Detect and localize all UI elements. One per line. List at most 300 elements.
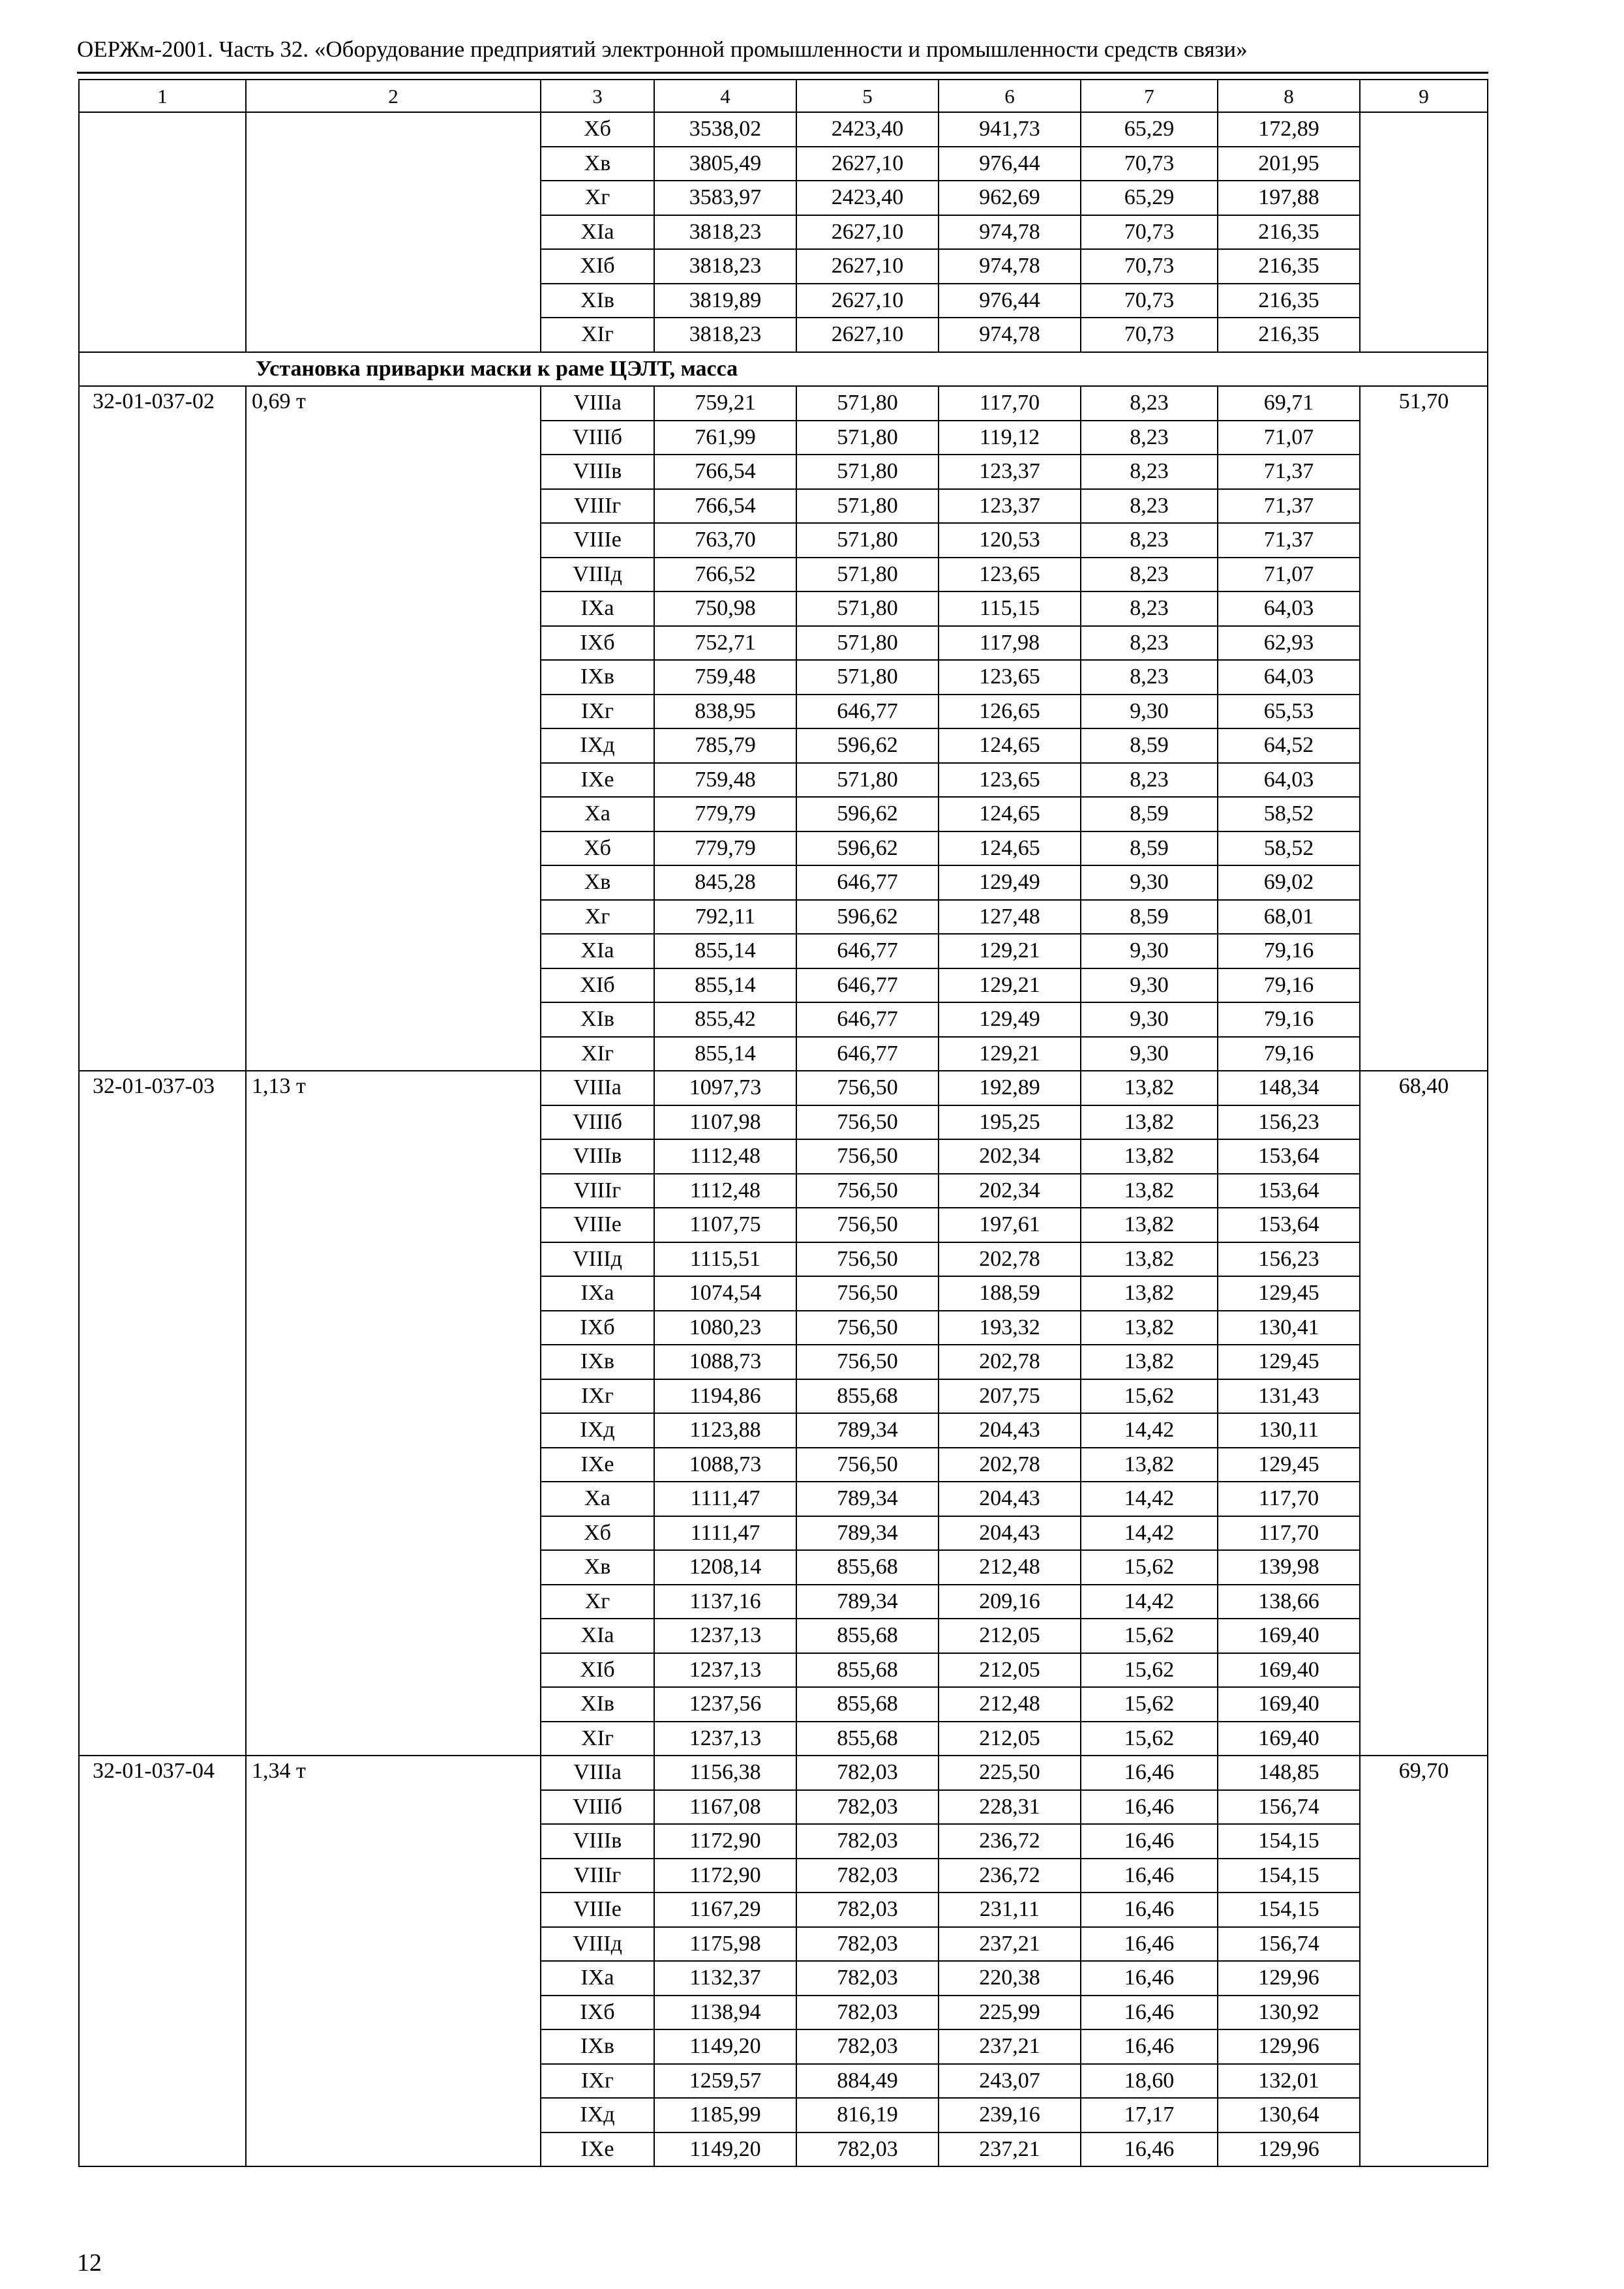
category-cell: XIв (541, 1002, 654, 1037)
category-cell: IXв (541, 2029, 654, 2064)
category-cell: VIIIг (541, 489, 654, 524)
value-cell: 153,64 (1218, 1139, 1360, 1174)
value-cell: 216,35 (1218, 249, 1360, 284)
mass-value: 0,69 т (246, 386, 541, 1071)
category-cell: IXб (541, 626, 654, 661)
value-cell: 9,30 (1081, 1002, 1218, 1037)
value-cell: 1172,90 (654, 1824, 796, 1859)
value-cell: 14,42 (1081, 1482, 1218, 1516)
category-cell: VIIIа (541, 386, 654, 421)
value-cell: 123,37 (939, 455, 1081, 489)
value-cell: 13,82 (1081, 1071, 1218, 1105)
value-cell: 571,80 (796, 626, 939, 661)
category-cell: VIIIд (541, 558, 654, 592)
value-cell: 130,11 (1218, 1413, 1360, 1448)
value-cell: 64,03 (1218, 591, 1360, 626)
value-cell: 225,50 (939, 1756, 1081, 1790)
value-cell: 1167,08 (654, 1790, 796, 1825)
value-cell: 154,15 (1218, 1859, 1360, 1893)
value-cell: 193,32 (939, 1311, 1081, 1345)
value-cell: 216,35 (1218, 318, 1360, 352)
value-cell: 571,80 (796, 558, 939, 592)
value-cell: 123,65 (939, 660, 1081, 695)
category-cell: XIв (541, 284, 654, 318)
value-cell: 15,62 (1081, 1687, 1218, 1722)
value-cell: 65,29 (1081, 112, 1218, 147)
value-cell: 1175,98 (654, 1927, 796, 1962)
value-cell: 207,75 (939, 1379, 1081, 1414)
category-cell: VIIIд (541, 1242, 654, 1277)
value-cell: 71,07 (1218, 558, 1360, 592)
table-row (79, 1756, 1488, 1790)
category-cell: Xг (541, 900, 654, 935)
value-cell: 646,77 (796, 865, 939, 900)
value-cell: 1194,86 (654, 1379, 796, 1414)
value-cell: 13,82 (1081, 1242, 1218, 1277)
value-cell: 71,07 (1218, 421, 1360, 455)
value-cell: 571,80 (796, 455, 939, 489)
value-cell: 212,05 (939, 1619, 1081, 1653)
value-cell: 646,77 (796, 695, 939, 729)
value-cell: 756,50 (796, 1139, 939, 1174)
value-cell: 117,70 (1218, 1516, 1360, 1551)
value-cell: 750,98 (654, 591, 796, 626)
category-cell: VIIIа (541, 1756, 654, 1790)
category-cell: IXд (541, 1413, 654, 1448)
value-cell: 243,07 (939, 2064, 1081, 2099)
value-cell: 3818,23 (654, 215, 796, 250)
value-cell: 14,42 (1081, 1516, 1218, 1551)
value-cell: 1156,38 (654, 1756, 796, 1790)
value-cell: 68,01 (1218, 900, 1360, 935)
value-cell: 756,50 (796, 1174, 939, 1208)
value-cell: 3819,89 (654, 284, 796, 318)
value-cell: 69,02 (1218, 865, 1360, 900)
value-cell: 779,79 (654, 831, 796, 866)
value-cell: 202,34 (939, 1174, 1081, 1208)
value-cell: 756,50 (796, 1105, 939, 1140)
value-cell: 15,62 (1081, 1722, 1218, 1756)
category-cell: XIг (541, 318, 654, 352)
value-cell: 1097,73 (654, 1071, 796, 1105)
value-cell: 13,82 (1081, 1345, 1218, 1379)
value-cell: 2627,10 (796, 318, 939, 352)
mass-cell-empty (246, 112, 541, 352)
value-cell: 8,23 (1081, 489, 1218, 524)
value-cell: 596,62 (796, 728, 939, 763)
value-cell: 9,30 (1081, 968, 1218, 1003)
value-cell: 1074,54 (654, 1276, 796, 1311)
value-cell: 15,62 (1081, 1619, 1218, 1653)
value-cell: 838,95 (654, 695, 796, 729)
value-cell: 779,79 (654, 797, 796, 831)
value-cell: 1208,14 (654, 1550, 796, 1585)
value-cell: 130,64 (1218, 2098, 1360, 2132)
table-row (79, 386, 1488, 421)
value-cell: 153,64 (1218, 1208, 1360, 1242)
value-cell: 976,44 (939, 284, 1081, 318)
value-cell: 2423,40 (796, 181, 939, 215)
value-cell: 216,35 (1218, 284, 1360, 318)
value-cell: 855,14 (654, 1037, 796, 1071)
value-cell: 220,38 (939, 1961, 1081, 1996)
value-cell: 792,11 (654, 900, 796, 935)
value-cell: 139,98 (1218, 1550, 1360, 1585)
value-cell: 129,49 (939, 865, 1081, 900)
value-cell: 202,78 (939, 1448, 1081, 1482)
value-cell: 1088,73 (654, 1345, 796, 1379)
value-cell: 17,17 (1081, 2098, 1218, 2132)
category-cell: IXа (541, 591, 654, 626)
value-cell: 763,70 (654, 523, 796, 558)
value-cell: 2627,10 (796, 147, 939, 181)
category-cell: IXг (541, 2064, 654, 2099)
value-cell: 237,21 (939, 2029, 1081, 2064)
value-cell: 3818,23 (654, 249, 796, 284)
value-cell: 236,72 (939, 1824, 1081, 1859)
value-cell: 756,50 (796, 1242, 939, 1277)
category-cell: XIг (541, 1037, 654, 1071)
category-cell: Xб (541, 1516, 654, 1551)
value-cell: 148,34 (1218, 1071, 1360, 1105)
value-cell: 789,34 (796, 1516, 939, 1551)
value-cell: 855,42 (654, 1002, 796, 1037)
value-cell: 212,48 (939, 1550, 1081, 1585)
value-cell: 8,23 (1081, 421, 1218, 455)
table-body (79, 80, 1488, 2166)
value-cell: 129,21 (939, 968, 1081, 1003)
code-cell-empty (79, 112, 246, 352)
value-cell: 70,73 (1081, 147, 1218, 181)
value-cell: 13,82 (1081, 1448, 1218, 1482)
category-cell: XIа (541, 215, 654, 250)
value-cell: 16,46 (1081, 2132, 1218, 2167)
value-cell: 212,05 (939, 1722, 1081, 1756)
value-cell: 1123,88 (654, 1413, 796, 1448)
value-cell: 156,74 (1218, 1790, 1360, 1825)
value-cell: 3583,97 (654, 181, 796, 215)
mass-value: 1,34 т (246, 1756, 541, 2166)
value-cell: 8,23 (1081, 523, 1218, 558)
value-cell: 941,73 (939, 112, 1081, 147)
value-cell: 766,54 (654, 489, 796, 524)
table-row (79, 112, 1488, 147)
value-cell: 785,79 (654, 728, 796, 763)
column-number: 4 (654, 80, 796, 112)
value-cell: 130,92 (1218, 1996, 1360, 2030)
value-cell: 129,21 (939, 1037, 1081, 1071)
category-cell: VIIIб (541, 421, 654, 455)
value-cell: 759,48 (654, 660, 796, 695)
value-cell: 1259,57 (654, 2064, 796, 2099)
value-cell: 571,80 (796, 591, 939, 626)
rate-code: 32-01-037-03 (79, 1071, 246, 1756)
value-cell: 571,80 (796, 763, 939, 798)
page-header: ОЕРЖм-2001. Часть 32. «Оборудование предприятий электронной промышленности и промышленности средств связи» (77, 37, 1248, 62)
value-cell: 1137,16 (654, 1585, 796, 1619)
value-cell: 782,03 (796, 2132, 939, 2167)
col9-cell-empty (1360, 112, 1488, 352)
value-cell: 8,23 (1081, 626, 1218, 661)
category-cell: XIг (541, 1722, 654, 1756)
category-cell: Xа (541, 1482, 654, 1516)
category-cell: IXб (541, 1996, 654, 2030)
value-cell: 571,80 (796, 421, 939, 455)
section-title: Установка приварки маски к раме ЦЭЛТ, масса (79, 352, 1488, 387)
value-cell: 1107,98 (654, 1105, 796, 1140)
value-cell: 65,29 (1081, 181, 1218, 215)
category-cell: IXд (541, 728, 654, 763)
category-cell: VIIIг (541, 1859, 654, 1893)
value-cell: 646,77 (796, 1037, 939, 1071)
value-cell: 16,46 (1081, 1790, 1218, 1825)
value-cell: 16,46 (1081, 1893, 1218, 1927)
value-cell: 228,31 (939, 1790, 1081, 1825)
value-cell: 70,73 (1081, 215, 1218, 250)
value-cell: 195,25 (939, 1105, 1081, 1140)
value-cell: 1149,20 (654, 2132, 796, 2167)
rate-code: 32-01-037-02 (79, 386, 246, 1071)
value-cell: 571,80 (796, 660, 939, 695)
value-cell: 129,45 (1218, 1448, 1360, 1482)
value-cell: 855,14 (654, 968, 796, 1003)
value-cell: 3538,02 (654, 112, 796, 147)
value-cell: 571,80 (796, 489, 939, 524)
column-number: 3 (541, 80, 654, 112)
value-cell: 855,68 (796, 1550, 939, 1585)
column-number: 9 (1360, 80, 1488, 112)
value-cell: 71,37 (1218, 523, 1360, 558)
value-cell: 123,65 (939, 558, 1081, 592)
value-cell: 646,77 (796, 1002, 939, 1037)
category-cell: XIа (541, 934, 654, 968)
value-cell: 70,73 (1081, 249, 1218, 284)
value-cell: 216,35 (1218, 215, 1360, 250)
value-cell: 156,23 (1218, 1242, 1360, 1277)
value-cell: 1237,13 (654, 1619, 796, 1653)
value-cell: 169,40 (1218, 1653, 1360, 1688)
category-cell: Xв (541, 865, 654, 900)
category-cell: VIIIв (541, 1824, 654, 1859)
value-cell: 1237,13 (654, 1722, 796, 1756)
category-cell: Xб (541, 831, 654, 866)
value-cell: 9,30 (1081, 695, 1218, 729)
value-cell: 855,68 (796, 1722, 939, 1756)
value-cell: 1107,75 (654, 1208, 796, 1242)
value-cell: 64,03 (1218, 763, 1360, 798)
value-cell: 2627,10 (796, 249, 939, 284)
value-cell: 154,15 (1218, 1824, 1360, 1859)
category-cell: Xа (541, 797, 654, 831)
value-cell: 202,78 (939, 1345, 1081, 1379)
value-cell: 127,48 (939, 900, 1081, 935)
category-cell: XIб (541, 249, 654, 284)
value-cell: 115,15 (939, 591, 1081, 626)
value-cell: 202,78 (939, 1242, 1081, 1277)
value-cell: 976,44 (939, 147, 1081, 181)
value-cell: 15,62 (1081, 1550, 1218, 1585)
value-cell: 14,42 (1081, 1413, 1218, 1448)
value-cell: 789,34 (796, 1413, 939, 1448)
section-title-row (79, 352, 1488, 387)
value-cell: 782,03 (796, 1893, 939, 1927)
value-cell: 236,72 (939, 1859, 1081, 1893)
value-cell: 1111,47 (654, 1482, 796, 1516)
page-number: 12 (77, 2249, 102, 2277)
value-cell: 1112,48 (654, 1174, 796, 1208)
column-number-row (79, 80, 1488, 112)
value-cell: 156,23 (1218, 1105, 1360, 1140)
value-cell: 239,16 (939, 2098, 1081, 2132)
value-cell: 8,23 (1081, 455, 1218, 489)
column-number: 5 (796, 80, 939, 112)
value-cell: 8,23 (1081, 386, 1218, 421)
value-cell: 225,99 (939, 1996, 1081, 2030)
value-cell: 197,61 (939, 1208, 1081, 1242)
value-cell: 855,14 (654, 934, 796, 968)
value-cell: 8,23 (1081, 660, 1218, 695)
value-cell: 120,53 (939, 523, 1081, 558)
value-cell: 596,62 (796, 831, 939, 866)
value-cell: 845,28 (654, 865, 796, 900)
value-cell: 16,46 (1081, 1996, 1218, 2030)
value-cell: 1167,29 (654, 1893, 796, 1927)
value-cell: 79,16 (1218, 934, 1360, 968)
value-cell: 119,12 (939, 421, 1081, 455)
category-cell: IXе (541, 2132, 654, 2167)
value-cell: 974,78 (939, 318, 1081, 352)
value-cell: 15,62 (1081, 1379, 1218, 1414)
value-cell: 131,43 (1218, 1379, 1360, 1414)
value-cell: 16,46 (1081, 1961, 1218, 1996)
value-cell: 782,03 (796, 1961, 939, 1996)
category-cell: Xв (541, 147, 654, 181)
value-cell: 756,50 (796, 1311, 939, 1345)
value-cell: 70,73 (1081, 284, 1218, 318)
value-cell: 855,68 (796, 1619, 939, 1653)
value-cell: 8,23 (1081, 591, 1218, 626)
category-cell: VIIIе (541, 1893, 654, 1927)
value-cell: 646,77 (796, 934, 939, 968)
value-cell: 3818,23 (654, 318, 796, 352)
value-cell: 16,46 (1081, 2029, 1218, 2064)
value-cell: 1088,73 (654, 1448, 796, 1482)
value-cell: 123,37 (939, 489, 1081, 524)
value-cell: 596,62 (796, 900, 939, 935)
category-cell: VIIIд (541, 1927, 654, 1962)
value-cell: 756,50 (796, 1208, 939, 1242)
value-cell: 1132,37 (654, 1961, 796, 1996)
value-cell: 71,37 (1218, 489, 1360, 524)
category-cell: VIIIе (541, 523, 654, 558)
category-cell: XIв (541, 1687, 654, 1722)
value-cell: 756,50 (796, 1345, 939, 1379)
value-cell: 79,16 (1218, 1002, 1360, 1037)
value-cell: 237,21 (939, 1927, 1081, 1962)
value-cell: 761,99 (654, 421, 796, 455)
category-cell: XIб (541, 1653, 654, 1688)
value-cell: 855,68 (796, 1379, 939, 1414)
value-cell: 782,03 (796, 1859, 939, 1893)
value-cell: 204,43 (939, 1413, 1081, 1448)
value-cell: 974,78 (939, 215, 1081, 250)
column-number: 7 (1081, 80, 1218, 112)
value-cell: 129,96 (1218, 2132, 1360, 2167)
value-cell: 9,30 (1081, 1037, 1218, 1071)
col9-value: 69,70 (1360, 1756, 1488, 2166)
category-cell: VIIIг (541, 1174, 654, 1208)
value-cell: 1149,20 (654, 2029, 796, 2064)
value-cell: 8,23 (1081, 763, 1218, 798)
value-cell: 16,46 (1081, 1927, 1218, 1962)
value-cell: 129,45 (1218, 1276, 1360, 1311)
value-cell: 855,68 (796, 1687, 939, 1722)
value-cell: 16,46 (1081, 1756, 1218, 1790)
value-cell: 212,05 (939, 1653, 1081, 1688)
value-cell: 756,50 (796, 1276, 939, 1311)
value-cell: 816,19 (796, 2098, 939, 2132)
category-cell: IXе (541, 763, 654, 798)
value-cell: 2627,10 (796, 215, 939, 250)
value-cell: 13,82 (1081, 1105, 1218, 1140)
col9-value: 51,70 (1360, 386, 1488, 1071)
value-cell: 1138,94 (654, 1996, 796, 2030)
value-cell: 1112,48 (654, 1139, 796, 1174)
value-cell: 9,30 (1081, 865, 1218, 900)
value-cell: 782,03 (796, 2029, 939, 2064)
value-cell: 188,59 (939, 1276, 1081, 1311)
value-cell: 237,21 (939, 2132, 1081, 2167)
value-cell: 124,65 (939, 728, 1081, 763)
value-cell: 231,11 (939, 1893, 1081, 1927)
value-cell: 69,71 (1218, 386, 1360, 421)
value-cell: 571,80 (796, 386, 939, 421)
value-cell: 782,03 (796, 1824, 939, 1859)
value-cell: 15,62 (1081, 1653, 1218, 1688)
category-cell: IXг (541, 1379, 654, 1414)
value-cell: 782,03 (796, 1996, 939, 2030)
value-cell: 126,65 (939, 695, 1081, 729)
category-cell: IXа (541, 1276, 654, 1311)
value-cell: 789,34 (796, 1585, 939, 1619)
value-cell: 117,98 (939, 626, 1081, 661)
value-cell: 974,78 (939, 249, 1081, 284)
value-cell: 79,16 (1218, 1037, 1360, 1071)
value-cell: 16,46 (1081, 1824, 1218, 1859)
rate-code: 32-01-037-04 (79, 1756, 246, 2166)
column-number: 2 (246, 80, 541, 112)
value-cell: 962,69 (939, 181, 1081, 215)
value-cell: 153,64 (1218, 1174, 1360, 1208)
value-cell: 8,59 (1081, 797, 1218, 831)
category-cell: VIIIв (541, 1139, 654, 1174)
value-cell: 130,41 (1218, 1311, 1360, 1345)
value-cell: 3805,49 (654, 147, 796, 181)
value-cell: 18,60 (1081, 2064, 1218, 2099)
value-cell: 169,40 (1218, 1687, 1360, 1722)
value-cell: 2627,10 (796, 284, 939, 318)
value-cell: 8,23 (1081, 558, 1218, 592)
value-cell: 1115,51 (654, 1242, 796, 1277)
value-cell: 138,66 (1218, 1585, 1360, 1619)
value-cell: 855,68 (796, 1653, 939, 1688)
value-cell: 756,50 (796, 1448, 939, 1482)
value-cell: 129,96 (1218, 2029, 1360, 2064)
value-cell: 596,62 (796, 797, 939, 831)
category-cell: IXв (541, 1345, 654, 1379)
mass-value: 1,13 т (246, 1071, 541, 1756)
value-cell: 197,88 (1218, 181, 1360, 215)
